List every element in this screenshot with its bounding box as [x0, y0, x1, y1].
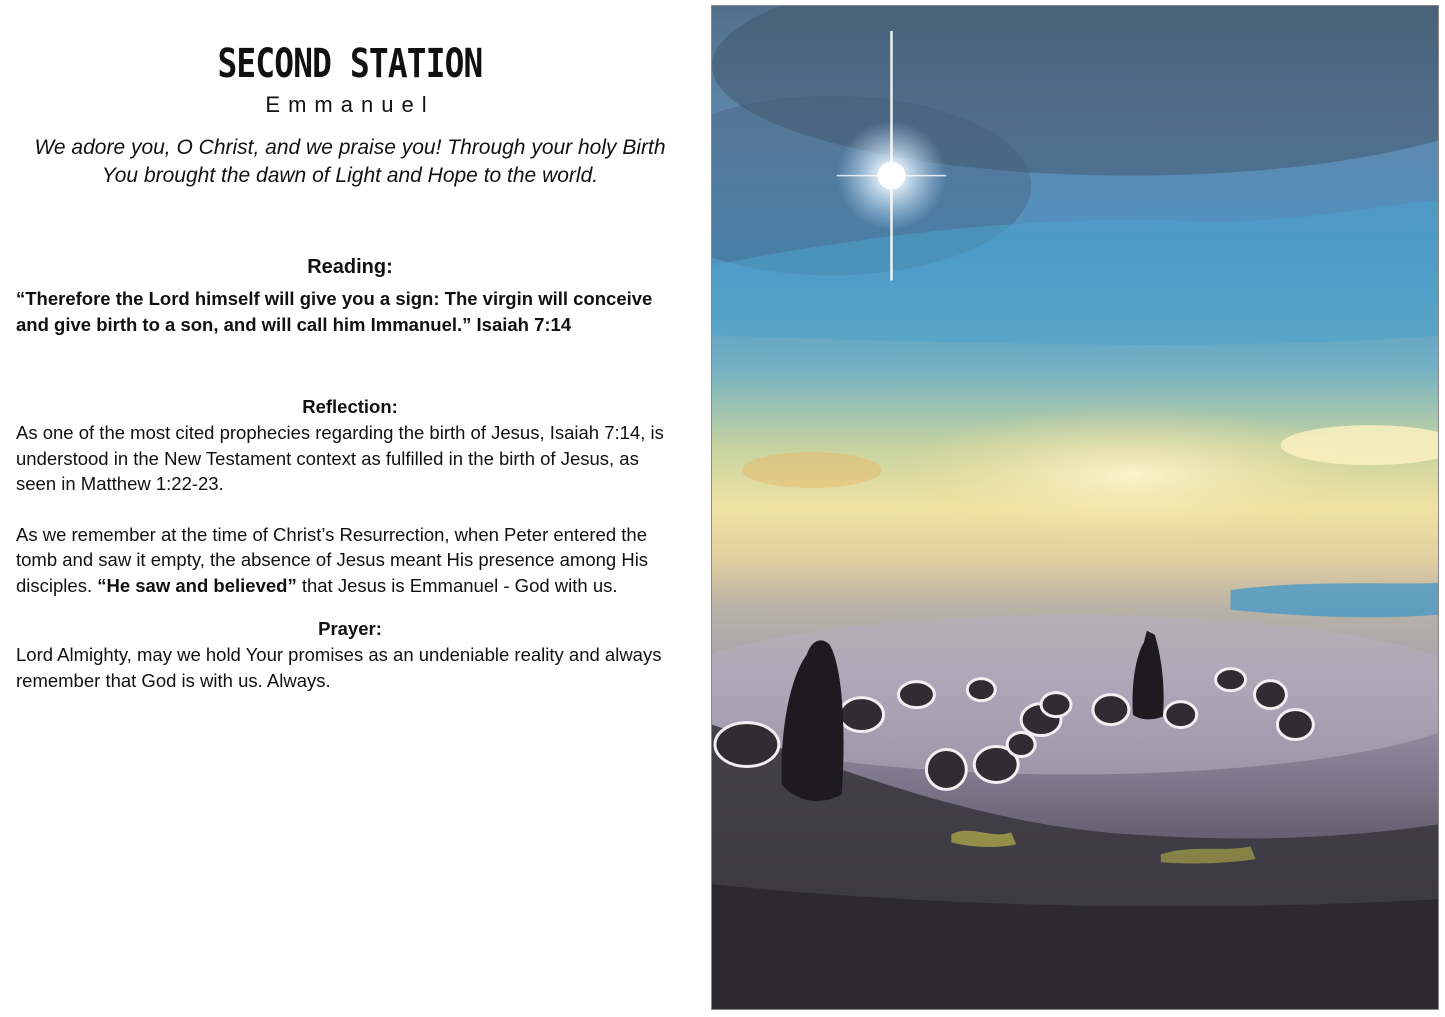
prayer-text: Lord Almighty, may we hold Your promises as an undeniable reality and always remember that God is with us. Always. — [16, 644, 662, 691]
reflection-paragraph-1: As one of the most cited prophecies regarding the birth of Jesus, Isaiah 7:14, is understood in the New Testament context as fulfilled in the birth of Jesus, as seen in Matthew 1:22-23. — [16, 422, 664, 494]
nativity-shepherds-painting — [711, 5, 1439, 1010]
reading-heading: Reading: — [307, 256, 393, 278]
reflection-quote: “He saw and believed” — [97, 574, 297, 596]
adoration-line-1: We adore you, O Christ, and we praise you! Through your holy Birth — [34, 136, 666, 159]
reflection-paragraph-2-start: As we remember at the time of Christ’s Resurrection, when Peter entered the tomb and saw it empty, the absence of Jesus meant His presence among His disciples. — [16, 523, 649, 596]
reflection-heading: Reflection: — [302, 396, 398, 417]
station-subtitle: Emmanuel — [265, 92, 435, 117]
station-title: SECOND STATION — [217, 41, 483, 87]
adoration-text — [16, 134, 684, 190]
adoration-line-2: You brought the dawn of Light and Hope to the world. — [101, 164, 599, 187]
painting-illustration — [712, 6, 1438, 1009]
reflection-paragraph-2-end: that Jesus is Emmanuel - God with us. — [296, 574, 618, 596]
reflection-paragraph-2 — [16, 522, 684, 599]
reading-text: “Therefore the Lord himself will give you a sign: The virgin will conceive and give birth to a son, and will call him Immanuel.” Isaiah 7:14 — [16, 288, 653, 335]
text-column — [16, 30, 684, 693]
prayer-heading: Prayer: — [318, 618, 382, 639]
